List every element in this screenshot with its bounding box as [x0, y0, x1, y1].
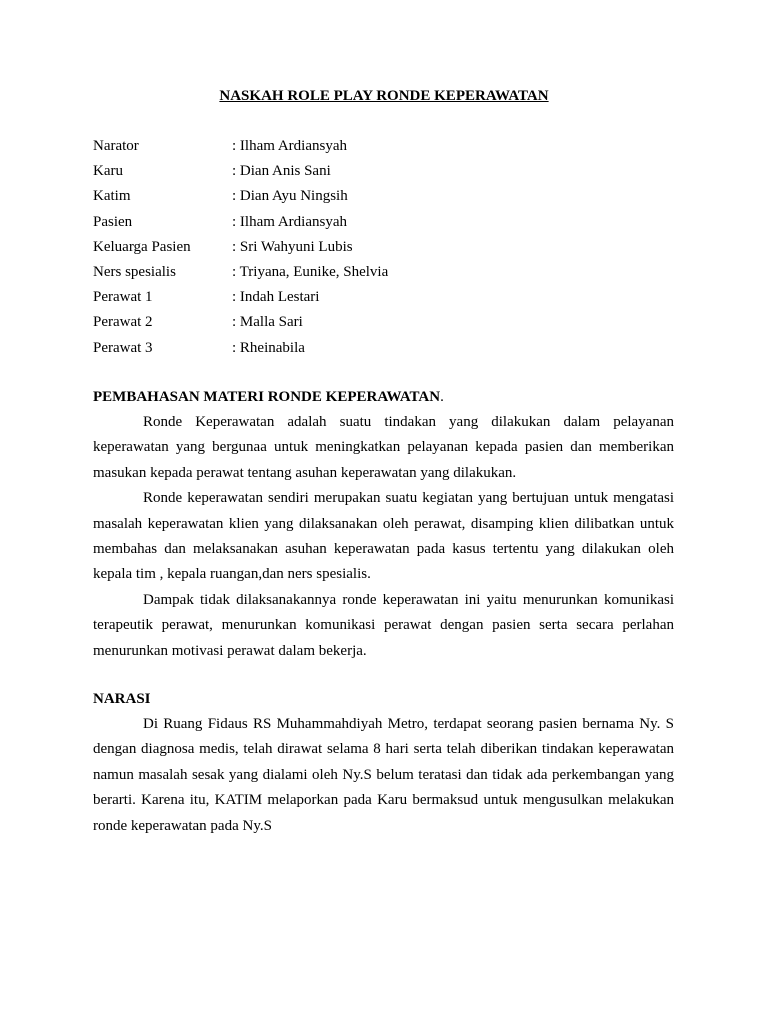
- cast-list: [93, 136, 693, 363]
- section-body-pembahasan: [93, 410, 674, 664]
- cast-name: : Rheinabila: [232, 339, 305, 356]
- cast-row: [93, 262, 693, 287]
- paragraph: Ronde Keperawatan adalah suatu tindakan yang dilakukan dalam pelayanan keperawatan yang bergunaa untuk meningkatkan pelayanan kepada pasien dan memberikan masukan kepada perawat tentang asuhan keperawatan yang dilakukan.: [93, 414, 674, 481]
- cast-role: Perawat 1: [93, 289, 153, 306]
- cast-role: Perawat 2: [93, 314, 153, 331]
- cast-row: [93, 287, 693, 312]
- cast-name: : Indah Lestari: [232, 289, 320, 306]
- document-title: NASKAH ROLE PLAY RONDE KEPERAWATAN: [219, 88, 549, 104]
- section-heading-suffix: .: [440, 389, 444, 405]
- cast-name: : Ilham Ardiansyah: [232, 213, 347, 230]
- cast-row: [93, 237, 693, 262]
- cast-role: Pasien: [93, 213, 133, 230]
- cast-row: [93, 186, 693, 211]
- cast-name: : Triyana, Eunike, Shelvia: [232, 263, 389, 280]
- section-heading-pembahasan: [93, 387, 444, 407]
- cast-role: Karu: [93, 163, 123, 180]
- cast-name: : Sri Wahyuni Lubis: [232, 238, 353, 255]
- paragraph: Ronde keperawatan sendiri merupakan suatu kegiatan yang bertujuan untuk mengatasi masalah keperawatan klien yang dilaksanakan oleh perawat, disamping klien dilibatkan untuk membahas dan melaksanakan asuhan keperawatan pada kasus tertentu yang dilakukan oleh kepala tim , kepala ruangan,dan ners spesialis.: [93, 490, 674, 583]
- paragraph: Dampak tidak dilaksanakannya ronde keperawatan ini yaitu menurunkan komunikasi terapeutik perawat, menurunkan komunikasi perawat dengan pasien serta secara perlahan menurunkan motivasi perawat dalam bekerja.: [93, 591, 674, 659]
- cast-role: Keluarga Pasien: [93, 238, 191, 255]
- section-heading-narasi: [93, 689, 151, 709]
- cast-row: [93, 338, 693, 363]
- cast-row: [93, 212, 693, 237]
- paragraph: Di Ruang Fidaus RS Muhammahdiyah Metro, terdapat seorang pasien bernama Ny. S dengan diagnosa medis, telah dirawat selama 8 hari serta telah diberikan tindakan keperawatan namun masalah sesak yang dialami oleh Ny.S belum teratasi dan tidak ada perkembangan yang berarti. Karena itu, KATIM melaporkan pada Karu bermaksud untuk mengusulkan melakukan ronde keperawatan pada Ny.S: [93, 716, 674, 834]
- section-heading-text: NARASI: [93, 691, 151, 707]
- section-heading-text: PEMBAHASAN MATERI RONDE KEPERAWATAN: [93, 389, 441, 405]
- cast-role: Narator: [93, 138, 139, 154]
- cast-row: [93, 312, 693, 337]
- cast-role: Perawat 3: [93, 339, 153, 356]
- section-body-narasi: [93, 712, 674, 839]
- cast-name: : Malla Sari: [232, 314, 303, 331]
- cast-role: Ners spesialis: [93, 263, 176, 280]
- cast-role: Katim: [93, 188, 131, 205]
- cast-name: : Dian Anis Sani: [232, 163, 331, 180]
- cast-name: : Ilham Ardiansyah: [232, 138, 347, 154]
- cast-row: [93, 136, 693, 161]
- cast-name: : Dian Ayu Ningsih: [232, 188, 348, 205]
- cast-row: [93, 161, 693, 186]
